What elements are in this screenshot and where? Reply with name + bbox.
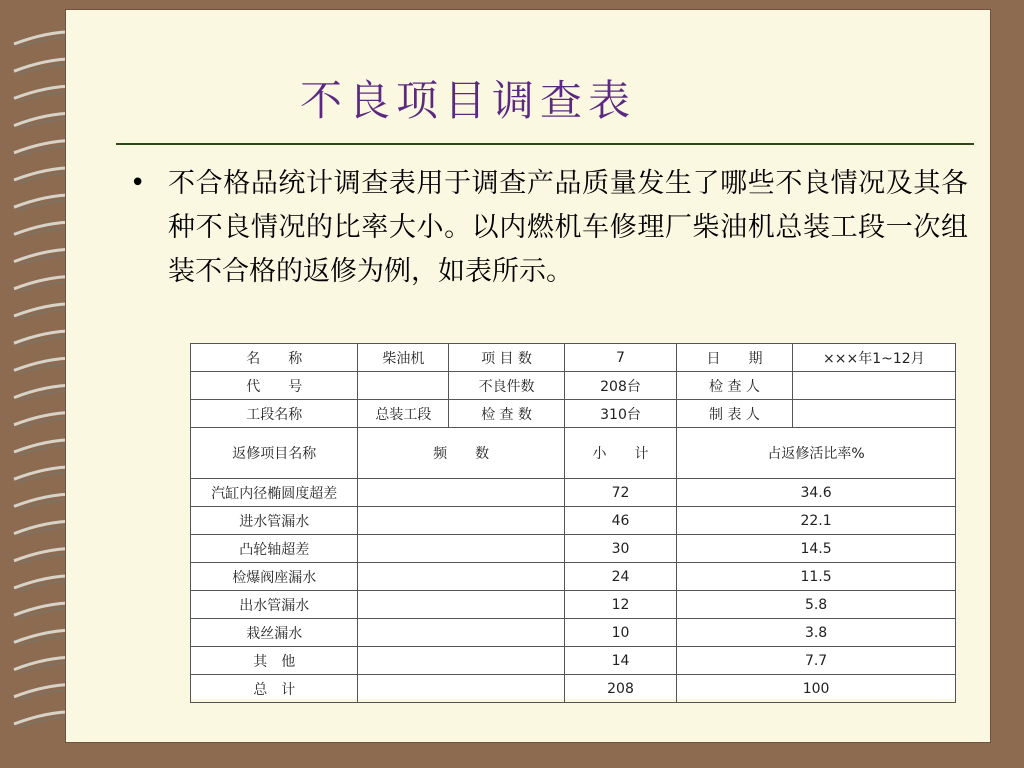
row-frequency <box>358 647 564 675</box>
table-row <box>191 507 956 535</box>
header-cell-value-section: 总装工段 <box>358 400 449 428</box>
row-frequency <box>358 675 564 703</box>
row-item-name: 总 计 <box>191 675 358 703</box>
table-header-row <box>191 344 956 372</box>
row-frequency <box>358 563 564 591</box>
row-frequency <box>358 619 564 647</box>
row-subtotal: 14 <box>564 647 676 675</box>
row-frequency <box>358 591 564 619</box>
column-header-subtotal: 小 计 <box>564 428 676 479</box>
row-ratio: 5.8 <box>677 591 956 619</box>
table-row <box>191 591 956 619</box>
table-column-header-row <box>191 428 956 479</box>
row-subtotal: 10 <box>564 619 676 647</box>
header-cell-label-name: 名 称 <box>191 344 358 372</box>
column-header-ratio: 占返修活比率% <box>677 428 956 479</box>
header-cell-label-preparer: 制 表 人 <box>677 400 793 428</box>
header-cell-value-date: ×××年1~12月 <box>792 344 955 372</box>
body-paragraph: 不合格品统计调查表用于调查产品质量发生了哪些不良情况及其各种不良情况的比率大小。以内燃机车修理厂柴油机总装工段一次组装不合格的返修为例，如表所示。 <box>168 168 968 287</box>
table-row <box>191 647 956 675</box>
row-item-name: 其 他 <box>191 647 358 675</box>
header-cell-label-date: 日 期 <box>677 344 793 372</box>
header-cell-label-inspector: 检 查 人 <box>677 372 793 400</box>
header-cell-value-inspected-count: 310台 <box>564 400 676 428</box>
defect-table <box>190 343 956 699</box>
header-cell-value-preparer <box>792 400 955 428</box>
table-row <box>191 479 956 507</box>
header-cell-value-item-count: 7 <box>564 344 676 372</box>
column-header-item: 返修项目名称 <box>191 428 358 479</box>
row-ratio: 100 <box>677 675 956 703</box>
table-row <box>191 535 956 563</box>
row-frequency <box>358 479 564 507</box>
row-subtotal: 30 <box>564 535 676 563</box>
row-ratio: 11.5 <box>677 563 956 591</box>
row-subtotal: 208 <box>564 675 676 703</box>
header-cell-value-code <box>358 372 449 400</box>
table-header-row <box>191 372 956 400</box>
header-cell-label-inspected-count: 检 查 数 <box>449 400 565 428</box>
table-header-row <box>191 400 956 428</box>
bullet-marker: • <box>130 168 146 198</box>
table-row <box>191 675 956 703</box>
row-frequency <box>358 507 564 535</box>
row-ratio: 22.1 <box>677 507 956 535</box>
header-cell-label-item-count: 项 目 数 <box>449 344 565 372</box>
header-cell-label-section: 工段名称 <box>191 400 358 428</box>
column-header-frequency: 频 数 <box>358 428 564 479</box>
row-item-name: 汽缸内径椭圆度超差 <box>191 479 358 507</box>
row-subtotal: 72 <box>564 479 676 507</box>
row-item-name: 出水管漏水 <box>191 591 358 619</box>
row-item-name: 栽丝漏水 <box>191 619 358 647</box>
header-cell-value-inspector <box>792 372 955 400</box>
header-cell-value-defect-count: 208台 <box>564 372 676 400</box>
row-ratio: 7.7 <box>677 647 956 675</box>
row-subtotal: 46 <box>564 507 676 535</box>
row-ratio: 34.6 <box>677 479 956 507</box>
header-cell-value-name: 柴油机 <box>358 344 449 372</box>
row-frequency <box>358 535 564 563</box>
row-item-name: 检爆阀座漏水 <box>191 563 358 591</box>
row-ratio: 14.5 <box>677 535 956 563</box>
header-cell-label-code: 代 号 <box>191 372 358 400</box>
title-divider <box>116 143 974 145</box>
row-ratio: 3.8 <box>677 619 956 647</box>
table-row <box>191 563 956 591</box>
row-subtotal: 12 <box>564 591 676 619</box>
slide-title: 不良项目调查表 <box>300 76 637 125</box>
header-cell-label-defect-count: 不良件数 <box>449 372 565 400</box>
row-subtotal: 24 <box>564 563 676 591</box>
row-item-name: 进水管漏水 <box>191 507 358 535</box>
row-item-name: 凸轮轴超差 <box>191 535 358 563</box>
table-row <box>191 619 956 647</box>
